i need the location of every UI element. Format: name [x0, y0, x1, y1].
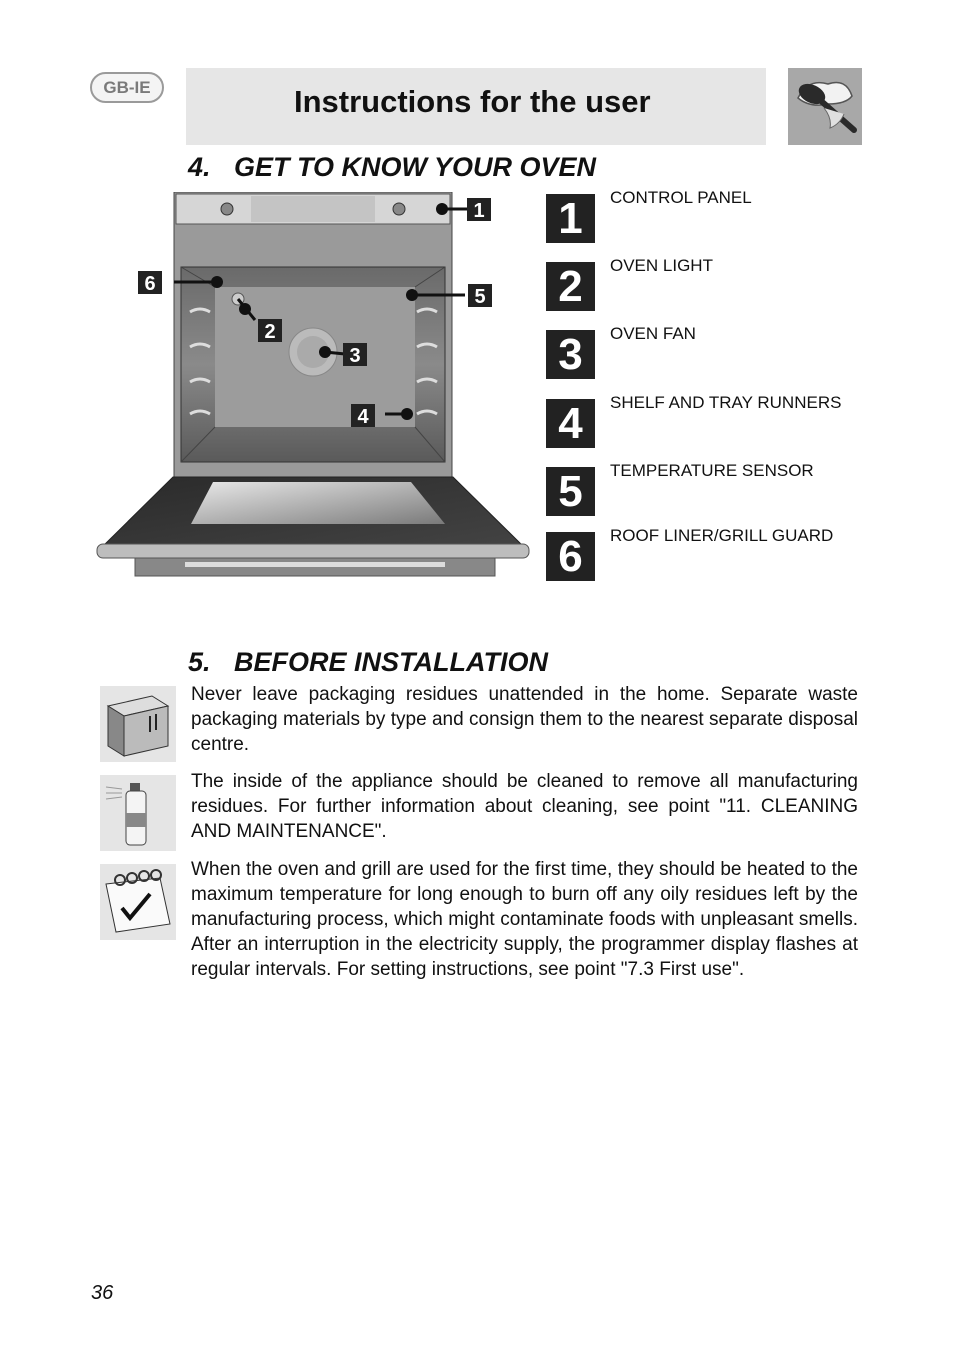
paragraph-packaging: Never leave packaging residues unattended in the home. Separate waste packaging materials by type and consign them to the nearest separate disposal centre. — [191, 684, 858, 755]
svg-text:3: 3 — [349, 345, 361, 367]
component-label-oven-fan: OVEN FAN — [610, 324, 696, 343]
component-label-temperature-sensor: TEMPERATURE SENSOR — [610, 461, 814, 480]
svg-text:5: 5 — [474, 286, 486, 308]
svg-text:6: 6 — [144, 273, 156, 295]
component-label-roof-liner: ROOF LINER/GRILL GUARD — [610, 526, 834, 545]
spray-can-icon — [100, 775, 176, 851]
section-5-heading: BEFORE INSTALLATION — [234, 647, 548, 677]
paragraph-cleaning: The inside of the appliance should be cleaned to remove all manufacturing residues. For further information about cleaning, see point "11. CLEANING AND MAINTENANCE". — [191, 771, 858, 842]
callout-5 — [468, 284, 492, 308]
paragraph-first-use: When the oven and grill are used for the first time, they should be heated to the maximum temperature for long enough to burn off any oily residues left by the manufacturing process, which might contaminate foods with unpleasant smells. After an interruption in the electricity supply, the programmer display flashes at regular intervals. For setting instructions, see point "7.3 First use". — [191, 859, 858, 980]
component-number-4: 4 — [546, 399, 595, 448]
language-badge: GB-IE — [90, 72, 164, 103]
svg-text:4: 4 — [357, 406, 369, 428]
svg-text:1: 1 — [473, 200, 485, 222]
section-4-number: 4. — [188, 152, 211, 182]
svg-text:2: 2 — [264, 321, 276, 343]
callout-6 — [138, 271, 162, 295]
component-number-6: 6 — [546, 532, 595, 581]
section-4-heading: GET TO KNOW YOUR OVEN — [234, 152, 597, 182]
callout-2 — [258, 319, 282, 343]
checklist-notepad-icon — [100, 864, 176, 940]
page-title: Instructions for the user — [294, 84, 651, 119]
component-number-2: 2 — [546, 262, 595, 311]
packaging-box-icon — [100, 686, 176, 762]
section-4-title — [188, 152, 596, 183]
component-number-1: 1 — [546, 194, 595, 243]
callout-4 — [351, 404, 375, 428]
chef-spoon-icon — [788, 68, 862, 145]
oven-diagram — [95, 192, 535, 582]
callout-3 — [343, 343, 367, 367]
page-number: 36 — [91, 1282, 114, 1304]
section-5-number: 5. — [188, 647, 211, 677]
component-number-3: 3 — [546, 330, 595, 379]
component-label-shelf-runners: SHELF AND TRAY RUNNERS — [610, 393, 842, 412]
component-label-control-panel: CONTROL PANEL — [610, 188, 752, 207]
callout-1 — [467, 198, 491, 222]
component-label-oven-light: OVEN LIGHT — [610, 256, 713, 275]
component-number-5: 5 — [546, 467, 595, 516]
section-5-title — [188, 647, 548, 678]
